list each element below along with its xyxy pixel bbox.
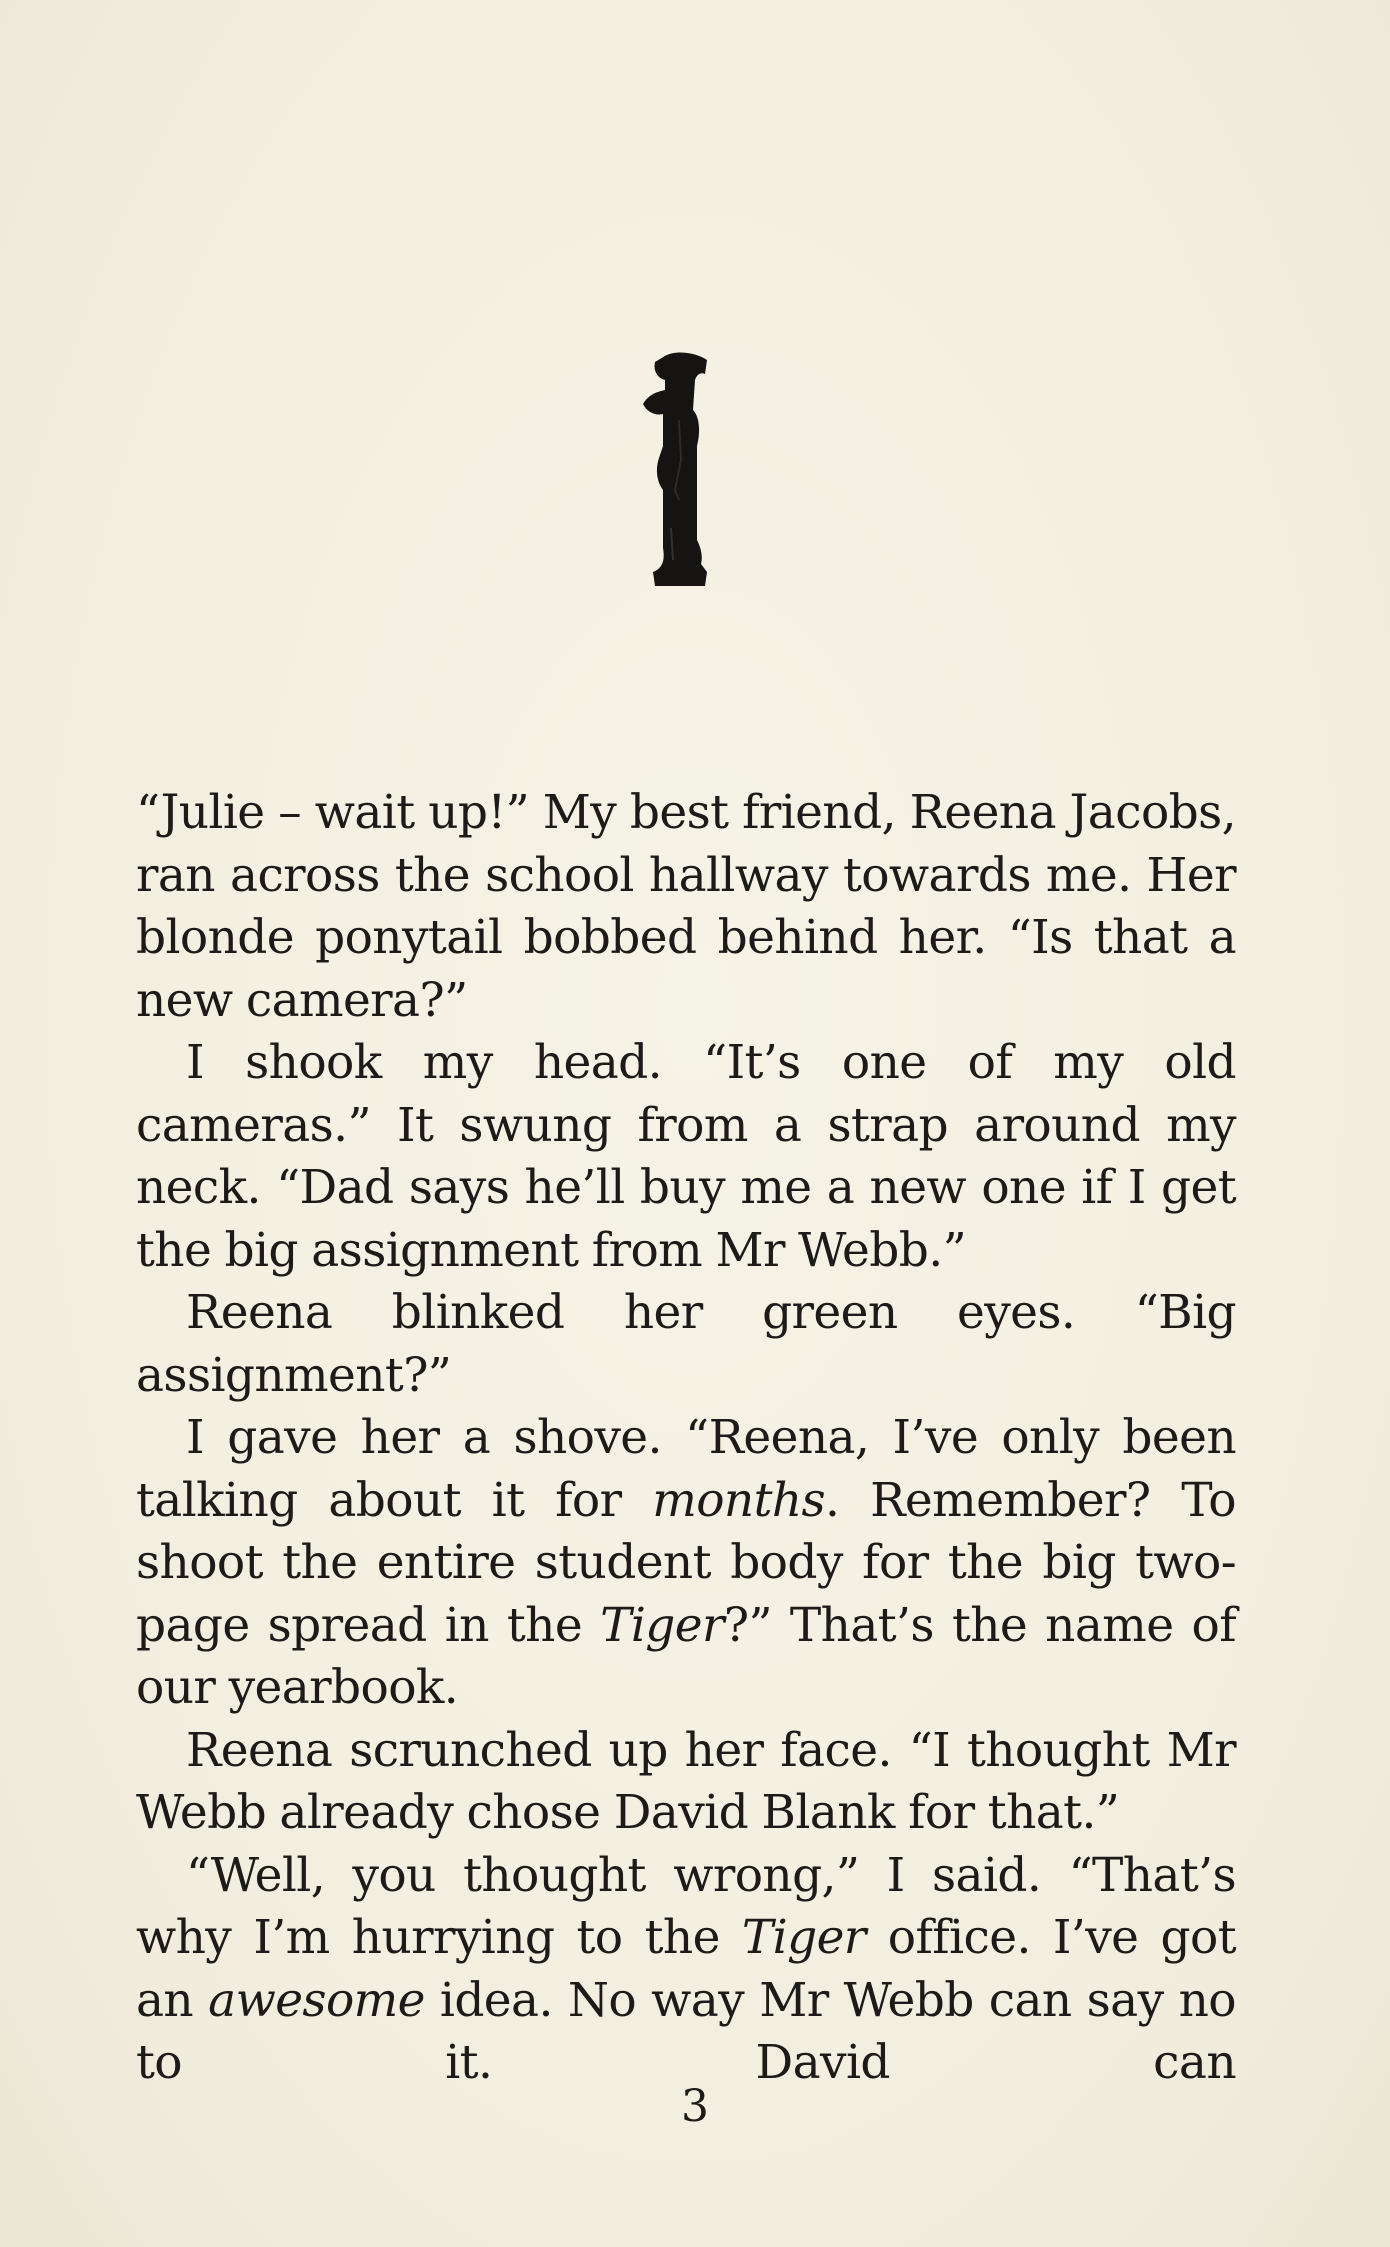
chapter-one-numeral-icon: [635, 350, 715, 590]
text-run: . Remember? To shoot the entire student body for the big two-page spread in the: [136, 1472, 1236, 1653]
text-run: Reena scrunched up her face. “I thought Mr Webb already chose David Blank for that.”: [136, 1722, 1236, 1840]
italic-text: Tiger: [741, 1910, 866, 1965]
paragraph: [136, 1720, 1236, 1845]
italic-text: Tiger: [600, 1597, 724, 1653]
page-number: 3: [681, 2081, 709, 2132]
text-run: ?” That’s the name of our yearbook.: [136, 1597, 1236, 1715]
paragraph: [136, 782, 1236, 1032]
italic-text: months: [652, 1472, 826, 1528]
text-run: office. I’ve got an: [136, 1910, 1236, 2028]
text-run: “Julie – wait up!” My best friend, Reena Jacobs, ran across the school hallway towards me. Her blonde ponytail bobbed behind her. “Is that a new camera?”: [136, 785, 1236, 1028]
paragraph: [136, 1407, 1236, 1720]
paragraph: [136, 1845, 1236, 2095]
italic-text: awesome: [208, 1972, 425, 2028]
paragraph: [136, 1032, 1236, 1282]
text-run: I shook my head. “It’s one of my old cameras.” It swung from a strap around my neck. “Dad says he’ll buy me a new one if I get the big assignment from Mr Webb.”: [136, 1035, 1236, 1278]
text-run: Reena blinked her green eyes. “Big assignment?”: [136, 1285, 1236, 1403]
body-text: [136, 782, 1236, 2095]
text-run: idea. No way Mr Webb can say no to it. David can: [136, 1972, 1236, 2090]
paragraph: [136, 1282, 1236, 1407]
text-run: I gave her a shove. “Reena, I’ve only been talking about it for: [136, 1410, 1236, 1528]
chapter-one-numeral-graphic: [635, 350, 715, 590]
text-run: “Well, you thought wrong,” I said. “That’s why I’m hurrying to the: [136, 1847, 1236, 1965]
